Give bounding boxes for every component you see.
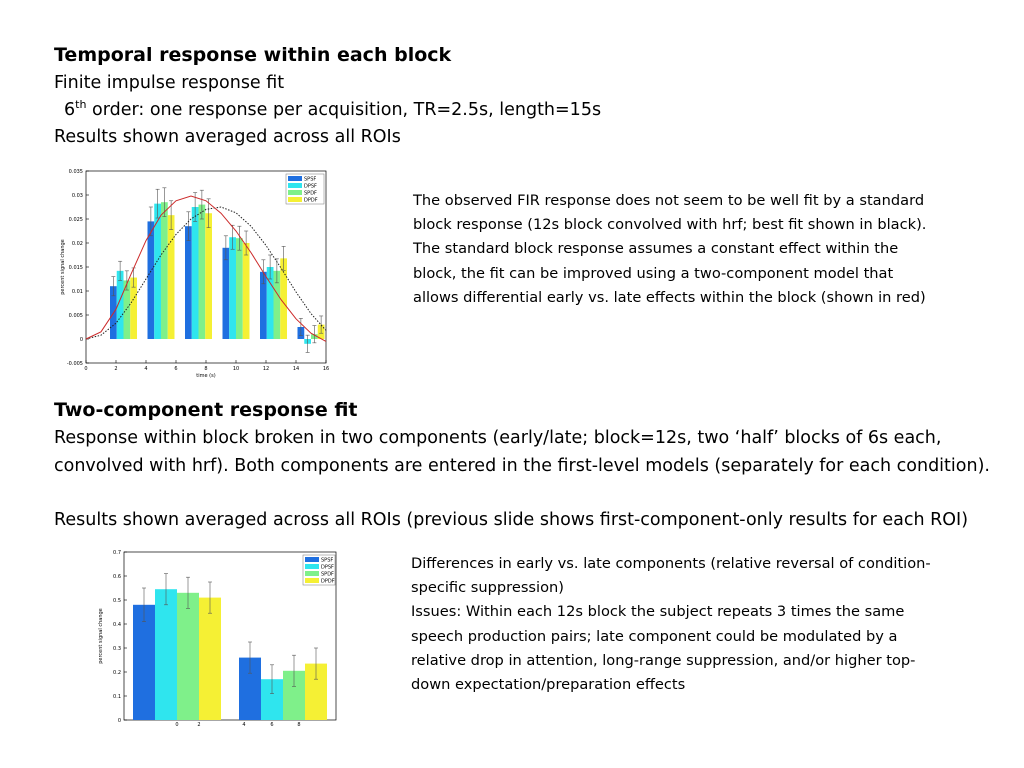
y-tick-label: 0.005 (68, 313, 83, 319)
x-tick-label: 4 (242, 722, 246, 728)
y-tick-label: 0.1 (113, 694, 121, 700)
legend-label-spsf: SPSF (304, 176, 317, 183)
y-tick-label: 0.02 (71, 241, 83, 247)
y-tick-label: 0.025 (68, 217, 83, 223)
y-tick-label: 0.015 (68, 265, 83, 271)
y-tick-label: 0.3 (113, 646, 121, 652)
fir-fit-note: The observed FIR response does not seem to be well fit by a standard block response (12s block convolved with hrf; best fit shown in black). The standard block response assumes a constant effect within the block, the fit can be improved using a two-component model that allows differential early vs. late effects within the block (shown in red) (413, 192, 927, 306)
y-tick-label: 0 (117, 718, 121, 724)
bar-dpdf (243, 243, 250, 339)
legend-label-spdf: SPDF (304, 190, 317, 197)
bar-spsf (148, 221, 155, 339)
two-component-heading: Two-component response fit (54, 399, 358, 421)
x-tick-label: 2 (197, 722, 201, 728)
legend-swatch-spdf (305, 571, 319, 576)
x-tick-label: 14 (292, 366, 300, 372)
bar-dpsf (229, 237, 236, 339)
slide-title: Temporal response within each block (54, 44, 452, 66)
y-axis-label: percent signal change (98, 608, 104, 664)
bar-dpsf (155, 589, 177, 720)
x-axis-label: time (s) (196, 373, 216, 379)
fir-order-details: order: one response per acquisition, TR=2.5s, length=15s (86, 100, 602, 120)
legend-swatch-dpdf (305, 578, 319, 583)
legend-swatch-dpsf (288, 183, 302, 188)
x-tick-label: 0 (175, 722, 179, 728)
legend-label-spsf: SPSF (321, 557, 334, 564)
legend-swatch-spdf (288, 190, 302, 195)
fir-order-suffix: th (75, 98, 87, 112)
legend-swatch-dpsf (305, 564, 319, 569)
legend-label-dpdf: DPDF (304, 197, 318, 204)
results-averaged-line: Results shown averaged across all ROIs (54, 127, 401, 147)
legend-swatch-spsf (305, 557, 319, 562)
y-tick-label: 0 (79, 337, 83, 343)
subtitle-fir-fit: Finite impulse response fit (54, 73, 285, 93)
legend-label-dpsf: DPSF (304, 183, 317, 190)
bar-spsf (185, 226, 192, 339)
x-tick-label: 12 (262, 366, 270, 372)
y-tick-label: 0.7 (113, 550, 121, 556)
y-axis-label: percent signal change (60, 239, 66, 295)
bar-spdf (199, 205, 206, 339)
x-tick-label: 16 (322, 366, 330, 372)
bar-dpdf (199, 598, 221, 720)
x-tick-label: 0 (84, 366, 88, 372)
y-tick-label: 0.4 (113, 622, 121, 628)
bar-spsf (223, 248, 230, 339)
legend-swatch-dpdf (288, 197, 302, 202)
fir-response-chart (58, 164, 336, 380)
y-tick-label: 0.6 (113, 574, 121, 580)
fir-order-line (64, 98, 601, 122)
bar-spdf (161, 202, 168, 339)
fir-order-number: 6 (64, 100, 76, 120)
two-component-chart (100, 548, 342, 728)
x-tick-label: 6 (270, 722, 274, 728)
legend-label-dpdf: DPDF (321, 578, 335, 585)
bar-spsf (133, 605, 155, 720)
bar-dpdf (205, 213, 212, 339)
x-tick-label: 8 (204, 366, 208, 372)
y-tick-label: 0.01 (71, 289, 83, 295)
bar-spdf (236, 238, 243, 339)
bar-spdf (177, 593, 199, 720)
x-tick-label: 2 (114, 366, 118, 372)
legend-label-dpsf: DPSF (321, 564, 334, 571)
x-tick-label: 4 (144, 366, 148, 372)
x-tick-label: 6 (174, 366, 178, 372)
legend-label-spdf: SPDF (321, 571, 334, 578)
y-tick-label: 0.03 (71, 193, 83, 199)
y-tick-label: -0.005 (66, 361, 83, 367)
x-tick-label: 8 (297, 722, 301, 728)
y-tick-label: 0.035 (68, 169, 83, 175)
component-differences-note: Differences in early vs. late components (relative reversal of condition-specific suppression) Issues: Within each 12s block the subject repeats 3 times the same speech production pairs; late component could be modulated by a relative drop in attention, long-range suppression, and/or higher top-down expectation/preparation effects (411, 555, 931, 694)
legend-swatch-spsf (288, 176, 302, 181)
y-tick-label: 0.5 (113, 598, 121, 604)
two-component-description: Response within block broken in two components (early/late; block=12s, two ‘half’ blocks of 6s each, convolved with hrf). Both components are entered in the first-level models (separately for each condition). (54, 428, 990, 476)
bar-dpsf (192, 207, 199, 339)
x-tick-label: 10 (232, 366, 240, 372)
y-tick-label: 0.2 (113, 670, 121, 676)
two-component-results-note: Results shown averaged across all ROIs (previous slide shows first-component-only results for each ROI) (54, 510, 969, 530)
bar-dpdf (168, 215, 175, 339)
